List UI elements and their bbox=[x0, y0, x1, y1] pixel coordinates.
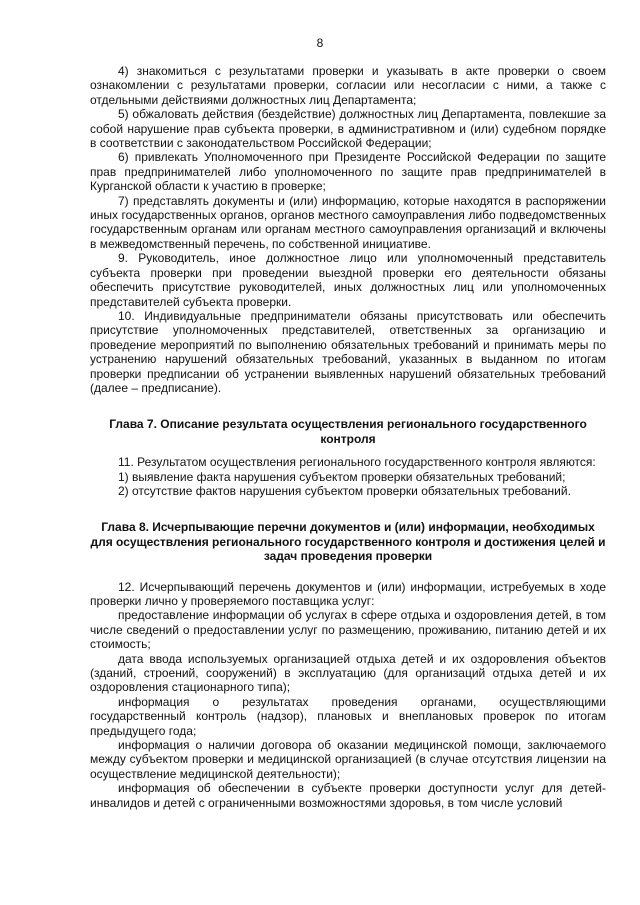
list-item: информация об обеспечении в субъекте проверки доступности услуг для детей-инвалидов и детей с ограниченными возможностями здоровья, в том числе условий bbox=[90, 781, 606, 810]
paragraph-12: 12. Исчерпывающий перечень документов и (или) информации, истребуемых в ходе проверки лично у проверяемого поставщика услуг: bbox=[90, 579, 606, 608]
list-item: 1) выявление факта нарушения субъектом проверки обязательных требований; bbox=[118, 469, 566, 484]
paragraph-right-7: 7) представлять документы и (или) информацию, которые находятся в распоряжении иных государственных органов, органов местного самоуправления либо подведомственных государственным органам или органам местного самоуправления организаций и включены в межведомственный перечень, по собственной инициативе. bbox=[90, 193, 606, 251]
document-body bbox=[90, 64, 606, 810]
list-item: 2) отсутствие фактов нарушения субъектом проверки обязательных требований. bbox=[118, 483, 571, 498]
paragraph-right-4: 4) знакомиться с результатами проверки и указывать в акте проверки о своем ознакомлении с результатами проверки, согласии или несогласии с ними, а также с отдельными действиями должностных лиц Департамента; bbox=[90, 64, 606, 107]
list-item: предоставление информации об услугах в сфере отдыха и оздоровления детей, в том числе сведений о предоставлении услуг по размещению, проживанию, питанию детей и их стоимость; bbox=[90, 608, 606, 652]
paragraph-10: 10. Индивидуальные предприниматели обязаны присутствовать или обеспечить присутствие уполномоченных представителей, ответственных за организацию и проведение мероприятий по выполнению обязательных требований и принимать меры по устранению нарушений обязательных требований, указанных в выданном по итогам проверки предписании об устранении выявленных нарушений обязательных требований (далее – предписание). bbox=[90, 308, 606, 395]
page-number: 8 bbox=[316, 36, 324, 50]
list-item: информация о результатах проведения органами, осуществляющими государственный контроль (надзор), плановых и внеплановых проверок по итогам предыдущего года; bbox=[90, 694, 606, 738]
paragraph-right-6: 6) привлекать Уполномоченного при Президенте Российской Федерации по защите прав предпринимателей либо уполномоченного по защите прав предпринимателей в Курганской области к участию в проверке; bbox=[90, 150, 606, 194]
paragraph-right-5: 5) обжаловать действия (бездействие) должностных лиц Департамента, повлекшие за собой нарушение прав субъекта проверки, в административном и (или) судебном порядке в соответствии с законодательством Российской Федерации; bbox=[90, 107, 606, 151]
list-item: информация о наличии договора об оказании медицинской помощи, заключаемого между субъектом проверки и медицинской организацией (в случае отсутствия лицензии на осуществление медицинской деятельности); bbox=[90, 738, 606, 781]
chapter-8-heading: Глава 8. Исчерпывающие перечни документов и (или) информации, необходимых для осуществления регионального государственного контроля и достижения целей и задач проведения проверки bbox=[90, 520, 606, 564]
paragraph-11: 11. Результатом осуществления регионального государственного контроля являются: bbox=[118, 455, 596, 470]
paragraph-9: 9. Руководитель, иное должностное лицо или уполномоченный представитель субъекта проверки при проведении выездной проверки его деятельности обязаны обеспечить присутствие руководителей, иных должностных лиц или уполномоченных представителей субъекта проверки. bbox=[90, 251, 606, 309]
chapter-7-heading: Глава 7. Описание результата осуществления регионального государственного контроля bbox=[109, 417, 587, 446]
list-item: дата ввода используемых организацией отдыха детей и их оздоровления объектов (зданий, строений, сооружений) в эксплуатацию (для организаций отдыха детей и их оздоровления стационарного типа); bbox=[90, 651, 606, 695]
